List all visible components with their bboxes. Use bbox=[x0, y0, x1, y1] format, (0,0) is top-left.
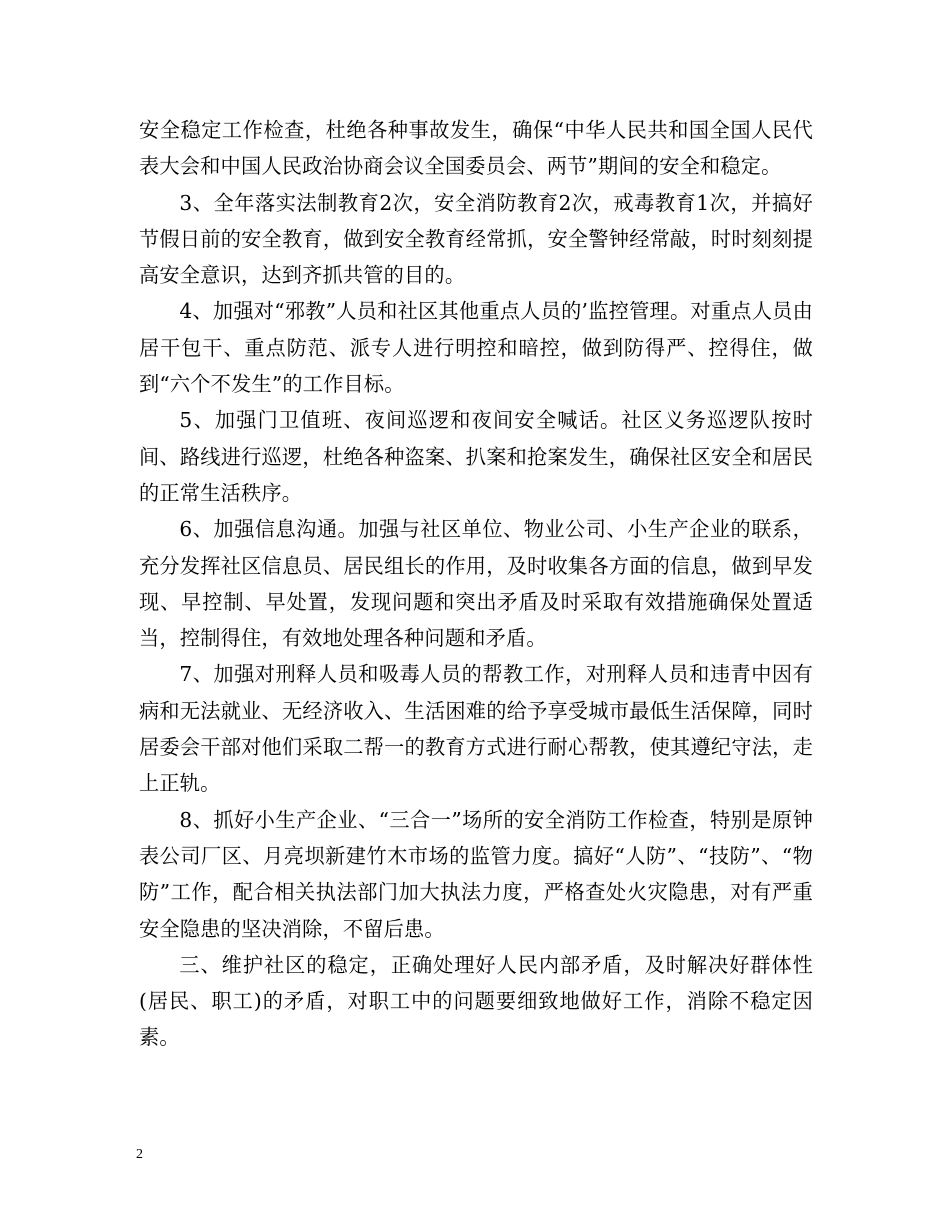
paragraph-3: 4、加强对“邪教”人员和社区其他重点人员的’监控管理。对重点人员由居干包干、重点防范、派专人进行明控和暗控，做到防得严、控得住，做到“六个不发生”的工作目标。 bbox=[139, 299, 813, 397]
paragraph-1: 安全稳定工作检查，杜绝各种事故发生，确保“中华人民共和国全国人民代表大会和中国人民政治协商会议全国委员会、两节”期间的安全和稳定。 bbox=[139, 118, 813, 179]
paragraph-4: 5、加强门卫值班、夜间巡逻和夜间安全喊话。社区义务巡逻队按时间、路线进行巡逻，杜绝各种盗案、扒案和抢案发生，确保社区安全和居民的正常生活秩序。 bbox=[139, 408, 813, 505]
paragraph-8: 三、维护社区的稳定，正确处理好人民内部矛盾，及时解决好群体性(居民、职工)的矛盾，对职工中的问题要细致地做好工作，消除不稳定因素。 bbox=[139, 952, 813, 1050]
paragraph-6: 7、加强对刑释人员和吸毒人员的帮教工作，对刑释人员和违青中因有病和无法就业、无经济收入、生活困难的给予享受城市最低生活保障，同时居委会干部对他们采取二帮一的教育方式进行耐心帮教，使其遵纪守法，走上正轨。 bbox=[139, 662, 813, 796]
paragraph-5: 6、加强信息沟通。加强与社区单位、物业公司、小生产企业的联系，充分发挥社区信息员、居民组长的作用，及时收集各方面的信息，做到早发现、早控制、早处置，发现问题和突出矛盾及时采取有效措施确保处置适当，控制得住，有效地处理各种问题和矛盾。 bbox=[139, 517, 813, 651]
paragraph-7: 8、抓好小生产企业、“三合一”场所的安全消防工作检查，特别是原钟表公司厂区、月亮坝新建竹木市场的监管力度。搞好“人防”、“技防”、“物防”工作，配合相关执法部门加大执法力度，严格查处火灾隐患，对有严重安全隐患的坚决消除，不留后患。 bbox=[139, 807, 813, 941]
paragraph-2: 3、全年落实法制教育2次，安全消防教育2次，戒毒教育1次，并搞好节假日前的安全教育，做到安全教育经常抓，安全警钟经常敲，时时刻刻提高安全意识，达到齐抓共管的目的。 bbox=[139, 190, 813, 288]
document-body bbox=[139, 112, 813, 1056]
page-number: 2 bbox=[136, 1147, 143, 1162]
